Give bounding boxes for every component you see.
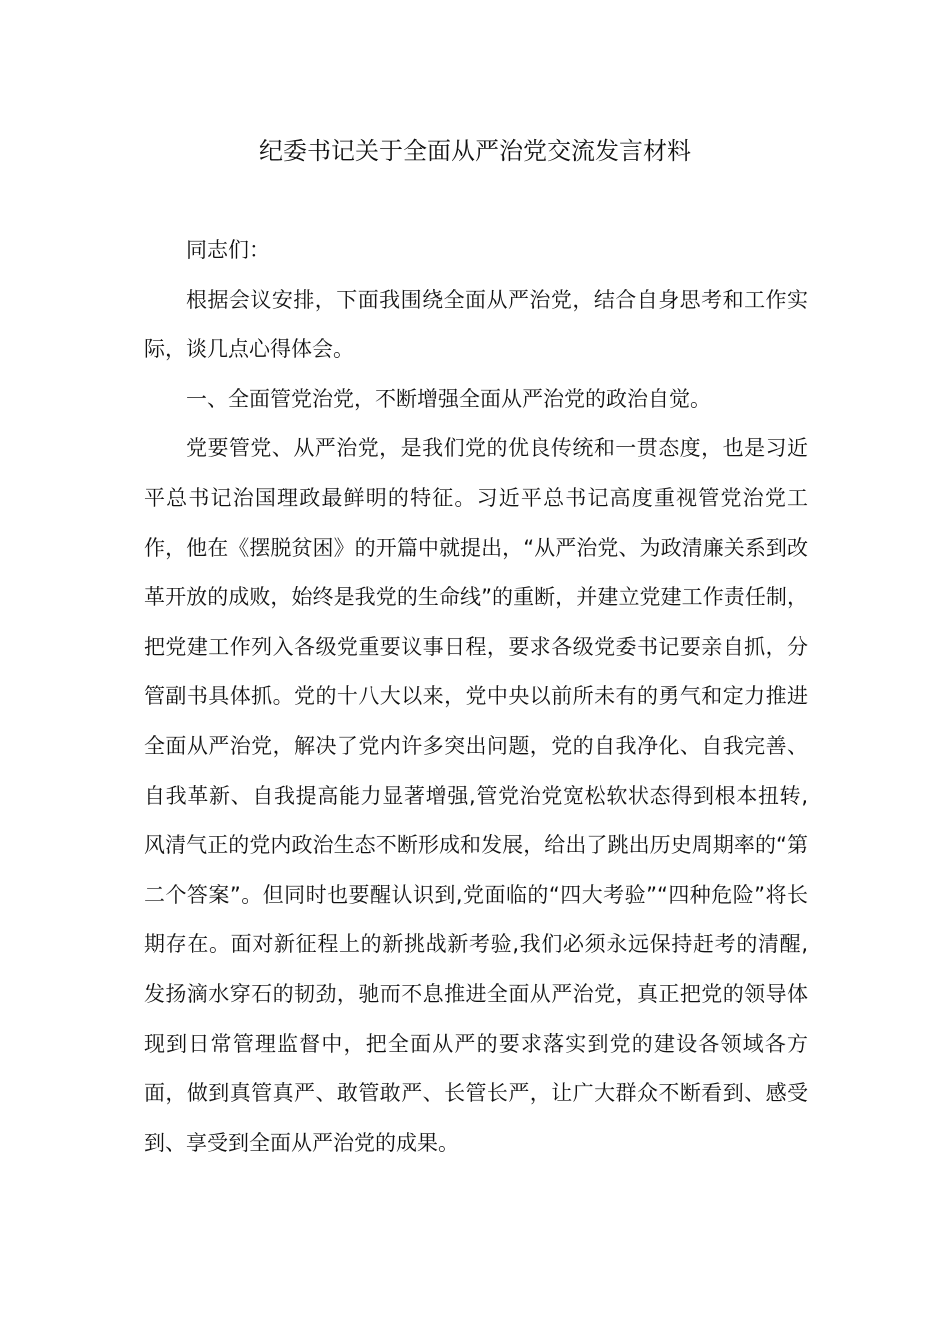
paragraph-intro: 根据会议安排，下面我围绕全面从严治党，结合自身思考和工作实际，谈几点心得体会。 bbox=[144, 287, 808, 362]
paragraph-section-1: 党要管党、从严治党，是我们党的优良传统和一贯态度，也是习近平总书记治国理政最鲜明的特征。习近平总书记高度重视管党治党工作，他在《摆脱贫困》的开篇中就提出，“从严治党、为政清廉关系到改革开放的成败，始终是我党的生命线”的重断，并建立党建工作责任制，把党建工作列入各级党重要议事日程，要求各级党委书记要亲自抓，分管副书具体抓。党的十八大以来，党中央以前所未有的勇气和定力推进全面从严治党，解决了党内许多突出问题，党的自我净化、自我完善、自我革新、自我提高能力显著增强,管党治党宽松软状态得到根本扭转,风清气正的党内政治生态不断形成和发展，给出了跳出历史周期率的“第二个答案”。但同时也要醒认识到,党面临的“四大考验”“四种危险”将长期存在。面对新征程上的新挑战新考验,我们必须永远保持赶考的清醒,发扬滴水穿石的韧劲，驰而不息推进全面从严治党，真正把党的领导体现到日常管理监督中，把全面从严的要求落实到党的建设各领域各方面，做到真管真严、敢管敢严、长管长严，让广大群众不断看到、感受到、享受到全面从严治党的成果。 bbox=[144, 436, 808, 1155]
document-body bbox=[144, 226, 808, 1168]
salutation: 同志们： bbox=[186, 238, 270, 262]
document-title: 纪委书记关于全面从严治党交流发言材料 bbox=[259, 137, 691, 165]
section-heading-1: 一、全面管党治党，不断增强全面从严治党的政治自觉。 bbox=[186, 386, 711, 411]
